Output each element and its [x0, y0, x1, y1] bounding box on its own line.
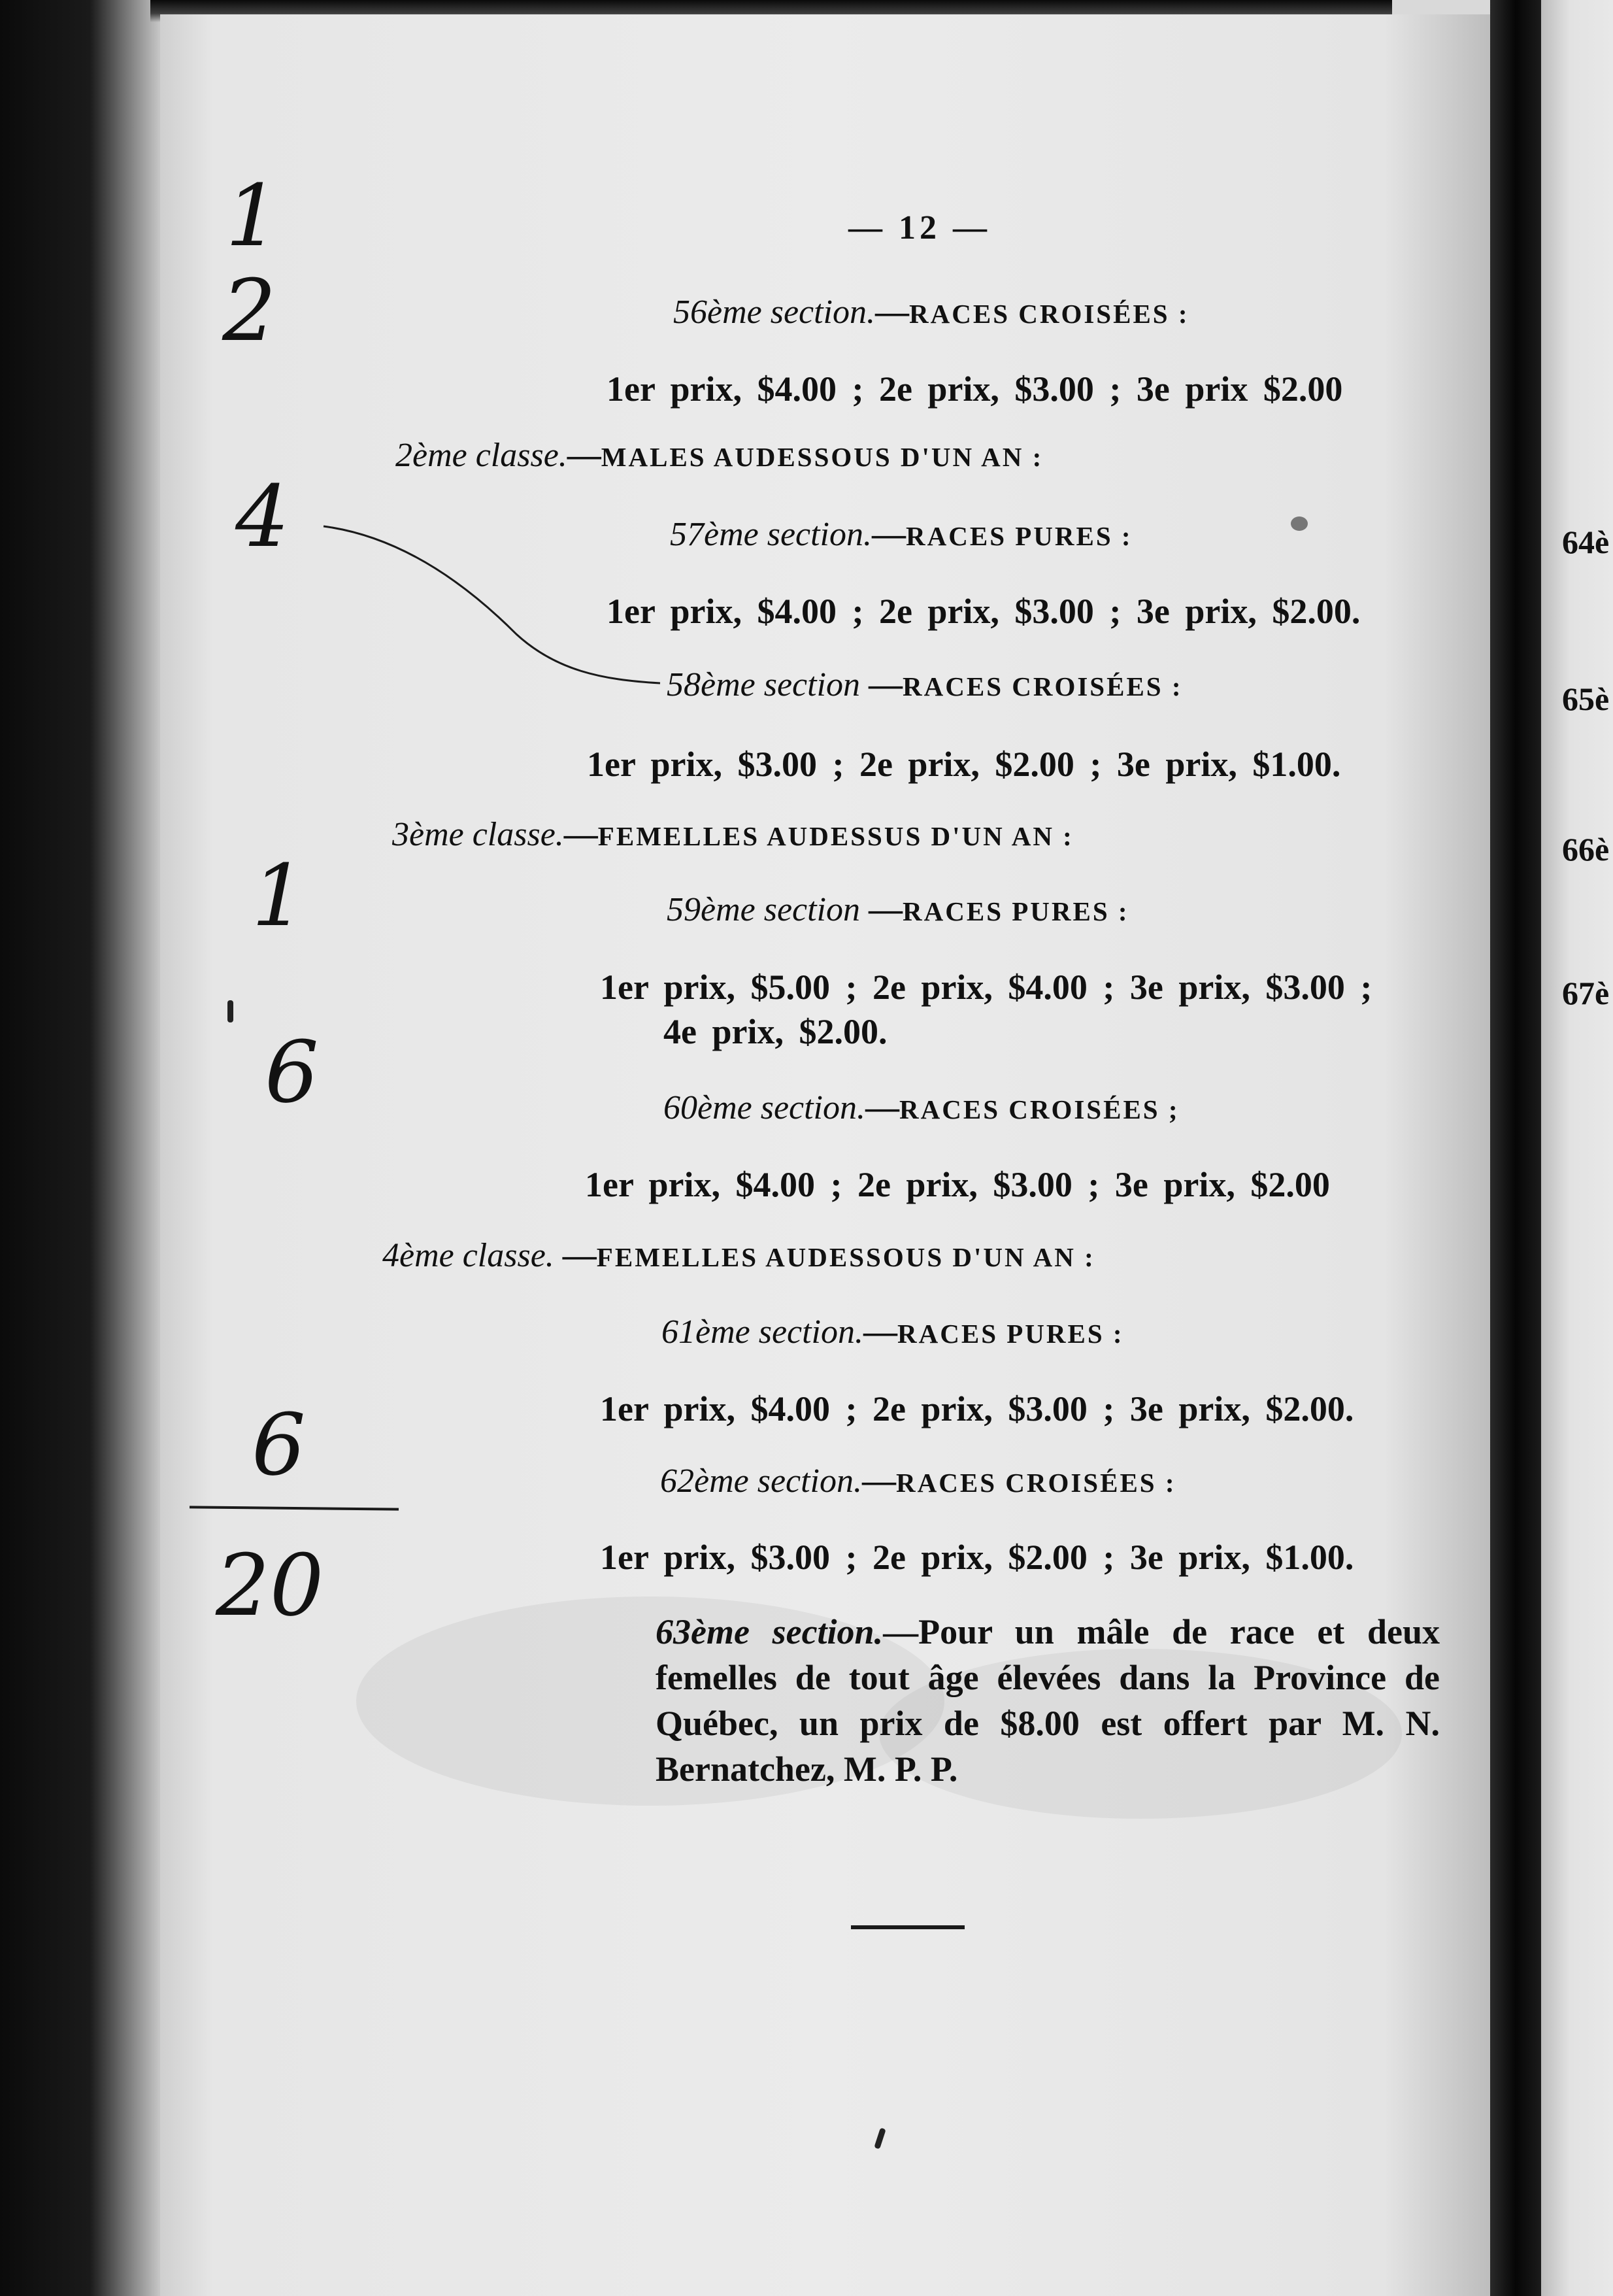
page-gutter: [1490, 0, 1541, 2296]
ink-blot: [1291, 516, 1308, 531]
adjacent-page-fragment: 66è: [1562, 831, 1610, 868]
prize-line: 1er prix, $5.00 ; 2e prix, $4.00 ; 3e prix, $3.00 ;: [600, 968, 1372, 1007]
section-heading: 61ème section.—RACES PURES :: [661, 1313, 1124, 1351]
margin-note: 1: [225, 166, 280, 265]
adjacent-page-edge: [1541, 0, 1613, 2296]
prize-line: 1er prix, $3.00 ; 2e prix, $2.00 ; 3e prix, $1.00.: [600, 1538, 1354, 1577]
section-paragraph: 63ème section.—Pour un mâle de race et deux femelles de tout âge élevées dans la Province de Québec, un prix de $8.00 est offert par M. N. Bernatchez, M. P. P.: [656, 1612, 1440, 1789]
margin-note: 6: [265, 1022, 319, 1122]
prize-line: 1er prix, $4.00 ; 2e prix, $3.00 ; 3e prix, $2.00: [585, 1165, 1330, 1204]
adjacent-page-fragment: 65è: [1562, 681, 1610, 717]
page-number: — 12 —: [848, 209, 991, 246]
class-heading: 2ème classe.—MALES AUDESSOUS D'UN AN :: [395, 437, 1044, 474]
document-page: [160, 14, 1490, 2296]
section-heading: 57ème section.—RACES PURES :: [670, 516, 1133, 553]
margin-note: 6: [252, 1395, 306, 1494]
prize-line: 1er prix, $4.00 ; 2e prix, $3.00 ; 3e prix $2.00: [607, 369, 1343, 409]
end-rule: [851, 1925, 965, 1929]
section-heading: 60ème section.—RACES CROISÉES ;: [663, 1089, 1180, 1126]
class-heading: 3ème classe.—FEMELLES AUDESSUS D'UN AN :: [392, 816, 1074, 853]
margin-note-total: 20: [216, 1536, 324, 1635]
adjacent-page-fragment: 64è: [1562, 524, 1610, 560]
prize-line: 1er prix, $4.00 ; 2e prix, $3.00 ; 3e prix, $2.00.: [607, 592, 1361, 631]
class-heading: 4ème classe. —FEMELLES AUDESSOUS D'UN AN :: [382, 1237, 1095, 1274]
section-heading: 58ème section —RACES CROISÉES :: [667, 666, 1183, 703]
margin-note: 4: [235, 467, 290, 566]
book-binding: [0, 0, 163, 2296]
prize-line: 1er prix, $4.00 ; 2e prix, $3.00 ; 3e prix, $2.00.: [600, 1389, 1354, 1428]
prize-line-continuation: 4e prix, $2.00.: [663, 1012, 888, 1051]
margin-note: 1: [252, 846, 306, 945]
ink-mark: [227, 1000, 233, 1022]
margin-note: 2: [222, 261, 276, 360]
section-heading: 59ème section —RACES PURES :: [667, 891, 1129, 928]
prize-line: 1er prix, $3.00 ; 2e prix, $2.00 ; 3e prix, $1.00.: [587, 745, 1341, 784]
section-heading: 56ème section.—RACES CROISÉES :: [673, 294, 1189, 331]
adjacent-page-fragment: 67è: [1562, 975, 1610, 1011]
section-heading: 62ème section.—RACES CROISÉES :: [660, 1462, 1176, 1500]
